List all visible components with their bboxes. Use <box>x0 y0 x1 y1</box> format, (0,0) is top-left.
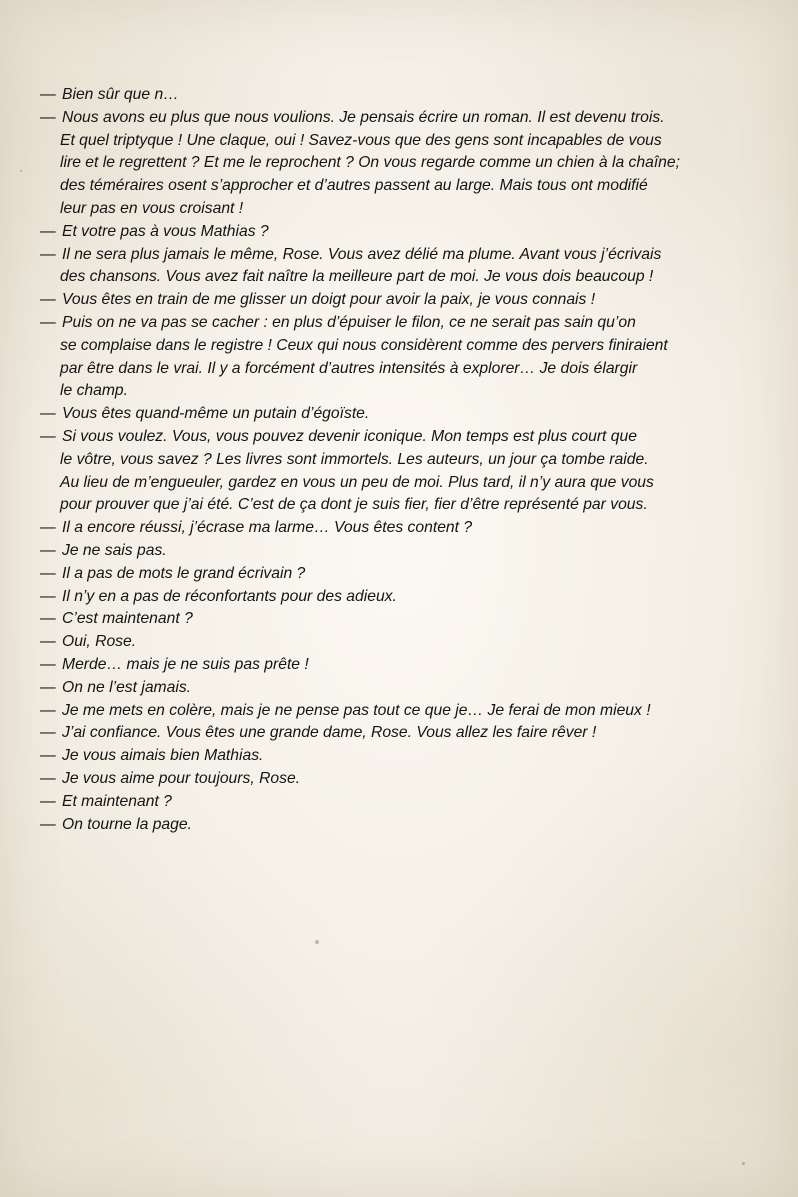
dialogue-line <box>40 654 770 677</box>
dialogue-line-text: Je vous aime pour toujours, Rose. <box>62 769 301 787</box>
dialogue-line <box>40 221 770 244</box>
dialogue-continuation-line: se complaise dans le registre ! Ceux qui nous considèrent comme des pervers finiraient <box>60 336 668 354</box>
dialogue-dash: — <box>40 427 56 445</box>
dialogue-line-text: Oui, Rose. <box>62 633 137 651</box>
dialogue-continuation-line: lire et le regrettent ? Et me le reprochent ? On vous regarde comme un chien à la chaîne; <box>60 154 680 172</box>
dialogue-line <box>40 722 770 745</box>
dialogue-line-text: Nous avons eu plus que nous voulions. Je pensais écrire un roman. Il est devenu trois. <box>62 108 665 126</box>
dialogue-line <box>40 814 770 837</box>
dialogue-line <box>40 677 770 700</box>
dialogue-dash: — <box>40 519 56 537</box>
dialogue-continuation-line: leur pas en vous croisant ! <box>60 199 244 217</box>
dialogue-line-text: Puis on ne va pas se cacher : en plus d’épuiser le filon, ce ne serait pas sain qu’on <box>62 313 636 331</box>
dialogue-continuation-line: des chansons. Vous avez fait naître la meilleure part de moi. Je vous dois beaucoup ! <box>60 268 654 286</box>
dialogue-continuation-line: le vôtre, vous savez ? Les livres sont immortels. Les auteurs, un jour ça tombe raide. <box>60 450 649 468</box>
dialogue-text <box>40 84 770 836</box>
dialogue-line <box>40 312 770 335</box>
dialogue-line <box>40 517 770 540</box>
dialogue-line <box>40 631 770 654</box>
dialogue-dash: — <box>40 815 56 833</box>
dialogue-line-text: Et maintenant ? <box>62 792 172 810</box>
dialogue-dash: — <box>40 291 56 309</box>
dialogue-line-text: On ne l’est jamais. <box>62 678 192 696</box>
paper-speck <box>315 940 319 944</box>
dialogue-line <box>40 107 770 130</box>
dialogue-dash: — <box>40 313 56 331</box>
dialogue-line <box>40 791 770 814</box>
dialogue-line-text: C’est maintenant ? <box>62 610 193 628</box>
dialogue-line-text: Je me mets en colère, mais je ne pense pas tout ce que je… Je ferai de mon mieux ! <box>62 701 651 719</box>
dialogue-line-text: Vous êtes quand-même un putain d’égoïste. <box>62 405 370 423</box>
dialogue-dash: — <box>40 86 56 103</box>
dialogue-dash: — <box>40 405 56 423</box>
dialogue-dash: — <box>40 792 56 810</box>
dialogue-line <box>40 563 770 586</box>
dialogue-line <box>40 540 770 563</box>
dialogue-dash: — <box>40 564 56 582</box>
dialogue-dash: — <box>40 747 56 765</box>
dialogue-line <box>40 426 770 449</box>
dialogue-dash: — <box>40 541 56 559</box>
dialogue-line <box>40 608 770 631</box>
dialogue-line-text: Il a pas de mots le grand écrivain ? <box>62 564 306 582</box>
dialogue-dash: — <box>40 245 56 263</box>
dialogue-dash: — <box>40 587 56 605</box>
dialogue-line <box>40 403 770 426</box>
dialogue-continuation-line: pour prouver que j’ai été. C’est de ça dont je suis fier, fier d’être représenté par vous. <box>60 496 648 514</box>
dialogue-line-text: Et votre pas à vous Mathias ? <box>62 222 269 240</box>
dialogue-line-text: Merde… mais je ne suis pas prête ! <box>62 655 309 673</box>
dialogue-line-text: Il n’y en a pas de réconfortants pour des adieux. <box>62 587 397 605</box>
dialogue-dash: — <box>40 724 56 742</box>
dialogue-dash: — <box>40 678 56 696</box>
dialogue-continuation-line: le champ. <box>60 382 129 400</box>
dialogue-line <box>40 586 770 609</box>
dialogue-continuation-line: Et quel triptyque ! Une claque, oui ! Savez-vous que des gens sont incapables de vous <box>60 131 662 149</box>
dialogue-dash: — <box>40 633 56 651</box>
dialogue-continuation-line: Au lieu de m’engueuler, gardez en vous un peu de moi. Plus tard, il n’y aura que vous <box>60 473 654 491</box>
dialogue-dash: — <box>40 655 56 673</box>
dialogue-continuation-line: des téméraires osent s’approcher et d’autres passent au large. Mais tous ont modifié <box>60 177 648 195</box>
dialogue-dash: — <box>40 108 56 126</box>
dialogue-line <box>40 768 770 791</box>
dialogue-line-text: Si vous voulez. Vous, vous pouvez devenir iconique. Mon temps est plus court que <box>62 427 637 445</box>
dialogue-line <box>40 700 770 723</box>
dialogue-line-text: Bien sûr que n… <box>62 86 179 103</box>
dialogue-dash: — <box>40 222 56 240</box>
dialogue-line-text: Je ne sais pas. <box>62 541 167 559</box>
paper-speck <box>20 170 22 172</box>
dialogue-line-text: Il ne sera plus jamais le même, Rose. Vous avez délié ma plume. Avant vous j’écrivais <box>62 245 662 263</box>
dialogue-line <box>40 289 770 312</box>
dialogue-line <box>40 244 770 267</box>
dialogue-line-text: On tourne la page. <box>62 815 192 833</box>
dialogue-line-text: J’ai confiance. Vous êtes une grande dame, Rose. Vous allez les faire rêver ! <box>62 724 597 742</box>
dialogue-continuation-line: par être dans le vrai. Il y a forcément d’autres intensités à explorer… Je dois élargir <box>60 359 638 377</box>
dialogue-dash: — <box>40 769 56 787</box>
dialogue-line-text: Je vous aimais bien Mathias. <box>62 747 264 765</box>
paper-speck <box>742 1162 745 1165</box>
dialogue-dash: — <box>40 701 56 719</box>
dialogue-line-text: Il a encore réussi, j’écrase ma larme… Vous êtes content ? <box>62 519 473 537</box>
dialogue-line <box>40 84 770 107</box>
dialogue-dash: — <box>40 610 56 628</box>
dialogue-line <box>40 745 770 768</box>
dialogue-line-text: Vous êtes en train de me glisser un doigt pour avoir la paix, je vous connais ! <box>62 291 596 309</box>
